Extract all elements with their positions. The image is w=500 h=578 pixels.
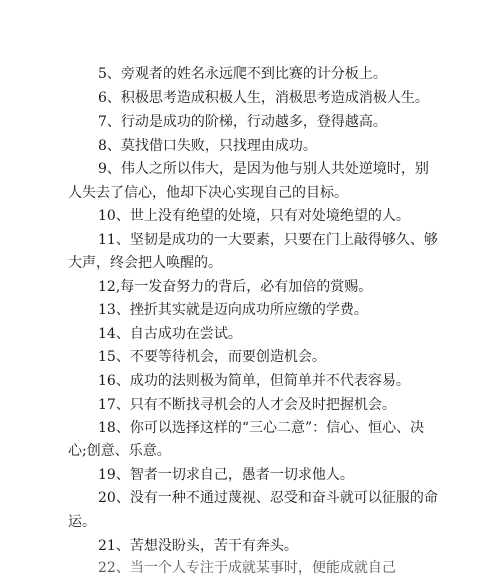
text-line: 12,每一发奋努力的背后，必有加倍的赏赐。 bbox=[98, 279, 373, 295]
text-line: 大声，终会把人唤醒的。 bbox=[68, 255, 222, 271]
text-line: 7、行动是成功的阶梯，行动越多，登得越高。 bbox=[98, 114, 387, 130]
text-line: 13、挫折其实就是迈向成功所应缴的学费。 bbox=[98, 302, 368, 318]
text-line: 心;创意、乐意。 bbox=[68, 443, 171, 459]
text-line: 6、积极思考造成积极人生，消极思考造成消极人生。 bbox=[98, 90, 429, 106]
text-line: 21、苦想没盼头，苦干有奔头。 bbox=[98, 538, 298, 554]
text-line: 17、只有不断找寻机会的人才会及时把握机会。 bbox=[98, 397, 396, 413]
text-line: 运。 bbox=[68, 514, 96, 530]
text-line: 10、世上没有绝望的处境，只有对处境绝望的人。 bbox=[98, 208, 410, 224]
text-line: 11、坚韧是成功的一大要素，只要在门上敲得够久、够 bbox=[98, 232, 438, 248]
text-line: 16、成功的法则极为简单，但简单并不代表容易。 bbox=[98, 373, 410, 389]
text-line: 14、自古成功在尝试。 bbox=[98, 326, 242, 342]
text-line: 8、莫找借口失败，只找理由成功。 bbox=[98, 138, 317, 154]
text-line: 18、你可以选择这样的“三心二意”：信心、恒心、决 bbox=[98, 420, 425, 436]
text-line: 22、当一个人专注于成就某事时，便能成就自己 bbox=[98, 560, 396, 576]
text-line: 19、智者一切求自己，愚者一切求他人。 bbox=[98, 467, 354, 483]
text-line: 9、伟人之所以伟大，是因为他与别人共处逆境时，别 bbox=[98, 161, 429, 177]
text-line: 15、不要等待机会，而要创造机会。 bbox=[98, 349, 326, 365]
text-line: 5、旁观者的姓名永远爬不到比赛的计分板上。 bbox=[98, 66, 387, 82]
text-line: 人失去了信心，他却下决心实现自己的目标。 bbox=[68, 185, 348, 201]
text-line: 20、没有一种不通过蔑视、忍受和奋斗就可以征服的命 bbox=[98, 490, 438, 506]
